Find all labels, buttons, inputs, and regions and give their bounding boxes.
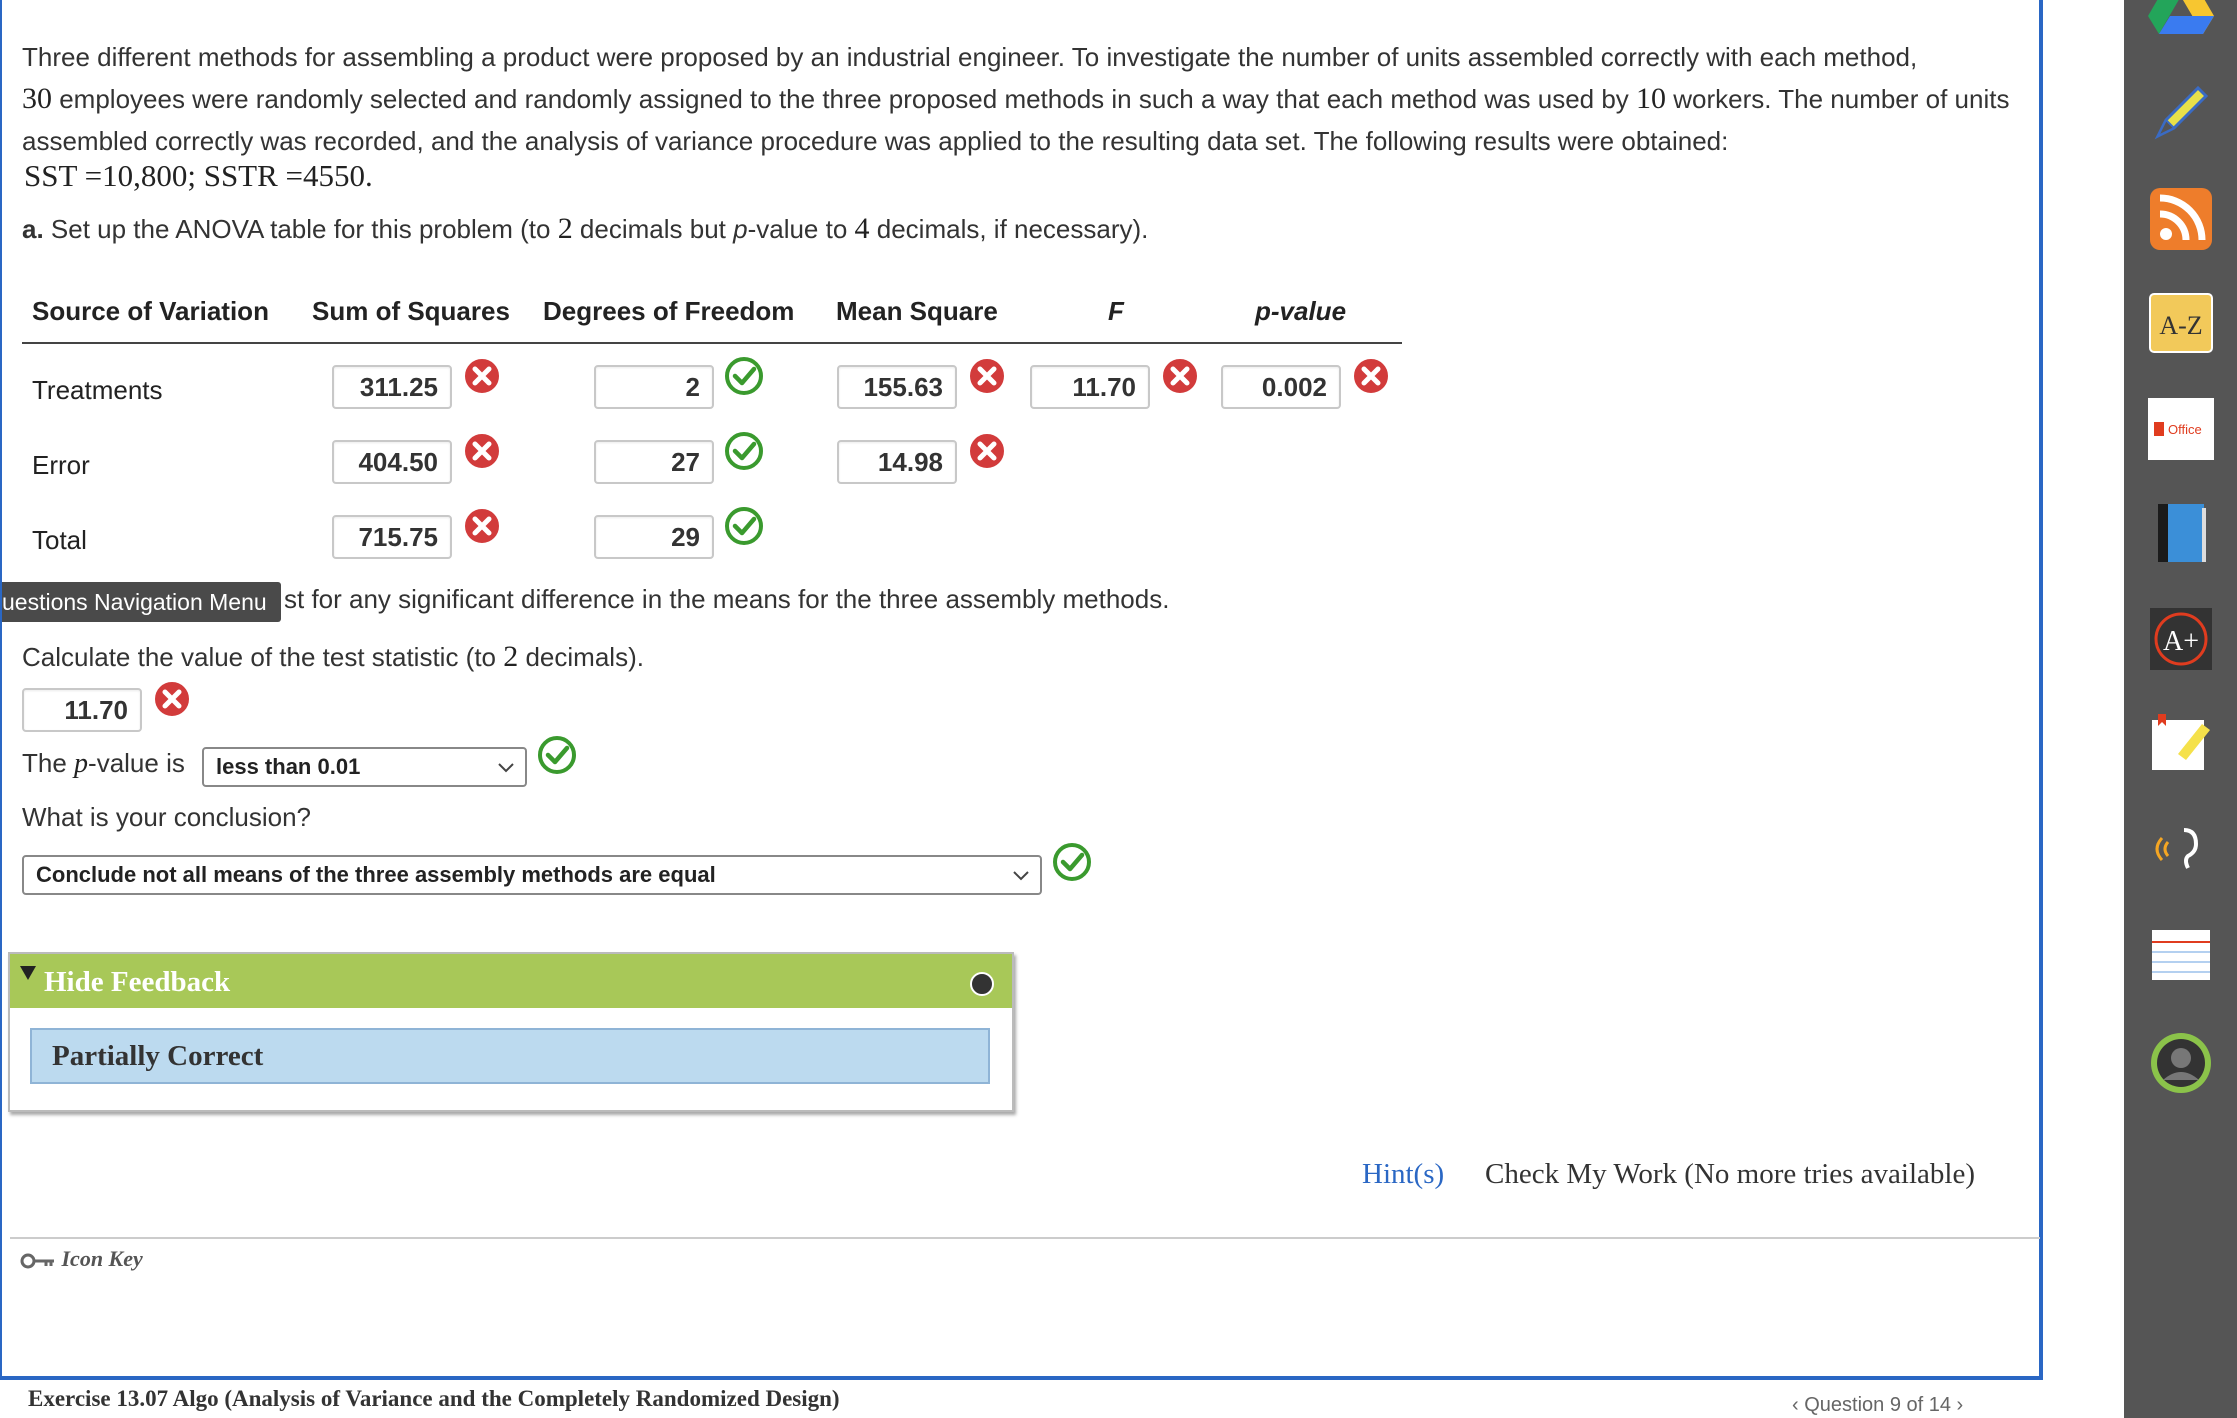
header-source: Source of Variation [32,296,269,326]
avatar-icon[interactable] [2148,1030,2214,1096]
ms-treatments-input[interactable]: 155.63 [837,365,957,409]
part-b-instruction: st for any significant difference in the means for the three assembly methods. [284,584,1170,614]
part-a-text-1: Set up the ANOVA table for this problem (to [43,214,558,244]
office-label: Office [2168,422,2202,437]
incorrect-icon [967,431,1007,471]
correct-icon [537,735,577,775]
header-ms: Mean Square [836,296,998,326]
question-intro-3: workers. The number of units assembled correctly was recorded, and the analysis of variance procedure was applied to the resulting data set. The following results were obtained: [22,84,2010,156]
a-plus-label: A+ [2162,626,2200,657]
part-a-text-2: decimals but [572,214,734,244]
header-df: Degrees of Freedom [543,296,795,326]
worker-count: 10 [1636,82,1667,115]
correct-icon [724,356,764,396]
header-f: F [1108,296,1124,326]
table-divider [22,342,1402,344]
df-total-input[interactable]: 29 [594,515,714,559]
part-a-p: p [733,214,748,244]
test-stat-input[interactable]: 11.70 [22,688,142,732]
highlighter-icon[interactable] [2148,710,2214,776]
ss-treatments-input[interactable]: 311.25 [332,365,452,409]
rss-icon[interactable] [2148,186,2214,252]
calc-decimals: 2 [503,640,519,673]
key-icon [20,1251,56,1271]
exercise-title: Exercise 13.07 Algo (Analysis of Variance and the Completely Randomized Design) [28,1386,840,1411]
employee-count: 30 [22,82,52,115]
feedback-body [30,1028,990,1084]
notecard-icon[interactable] [2148,922,2214,988]
check-my-work-button[interactable]: Check My Work (No more tries available) [1485,1158,1975,1190]
header-pvalue: p-value [1255,296,1347,326]
pvalue-p: p [74,748,89,779]
incorrect-icon [152,679,192,719]
pvalue-selected: less than 0.01 [216,754,361,779]
questions-navigation-tooltip: uestions Navigation Menu [2,582,281,622]
correct-icon [1052,842,1092,882]
f-input[interactable]: 11.70 [1030,365,1150,409]
part-a-text-3: -value to [747,214,855,244]
correct-icon [724,431,764,471]
feedback-header[interactable] [10,954,1012,1008]
row-label-error: Error [32,450,90,480]
a-z-icon[interactable] [2148,290,2214,356]
question-text [22,36,2032,162]
df-error-input[interactable]: 27 [594,440,714,484]
row-label-total: Total [32,525,87,555]
google-drive-icon[interactable] [2148,0,2214,44]
chevron-down-icon [495,756,517,778]
conclusion-prompt: What is your conclusion? [22,802,312,832]
part-a-decimals: 2 [557,212,573,245]
chevron-down-icon [1010,864,1032,886]
edit-icon[interactable] [970,972,994,996]
a-plus-icon[interactable] [2148,606,2214,672]
part-a-instruction [22,212,1148,246]
audio-icon[interactable] [2148,816,2214,882]
correct-icon [724,506,764,546]
conclusion-selected: Conclude not all means of the three assembly methods are equal [36,862,716,887]
conclusion-select[interactable] [22,855,1042,895]
icon-key-label: Icon Key [61,1246,143,1271]
pencil-icon[interactable] [2148,80,2214,146]
df-treatments-input[interactable]: 2 [594,365,714,409]
office-icon[interactable] [2148,396,2214,462]
incorrect-icon [1351,356,1391,396]
feedback-panel [8,952,1014,1112]
header-ss: Sum of Squares [312,296,510,326]
calc-text-2: decimals). [518,642,644,672]
row-label-treatments: Treatments [32,375,163,405]
divider [10,1237,2040,1239]
incorrect-icon [967,356,1007,396]
part-a-text-4: decimals, if necessary). [869,214,1149,244]
hide-feedback-toggle[interactable]: Hide Feedback [44,966,231,998]
ms-error-input[interactable]: 14.98 [837,440,957,484]
icon-key[interactable] [20,1246,143,1272]
incorrect-icon [462,506,502,546]
az-label: A-Z [2159,311,2203,340]
incorrect-icon [1160,356,1200,396]
pvalue-input[interactable]: 0.002 [1221,365,1341,409]
collapse-triangle-icon [20,966,36,980]
calc-text-1: Calculate the value of the test statistic (to [22,642,504,672]
question-intro-2: employees were randomly selected and randomly assigned to the three proposed methods in such a way that each method was used by [52,84,1637,114]
incorrect-icon [462,356,502,396]
ss-total-input[interactable]: 715.75 [332,515,452,559]
hints-link[interactable]: Hint(s) [1362,1158,1445,1190]
pvalue-prefix: The [22,748,75,778]
part-a-label: a. [22,214,44,244]
incorrect-icon [462,431,502,471]
part-a-pdecimals: 4 [854,212,870,245]
feedback-status: Partially Correct [52,1040,264,1072]
question-nav[interactable]: ‹ Question 9 of 14 › [1792,1394,1964,1416]
test-stat-prompt [22,640,644,674]
tools-sidebar [2124,0,2237,1418]
ss-error-input[interactable]: 404.50 [332,440,452,484]
pvalue-select[interactable] [202,747,527,787]
given-values: SST =10,800; SSTR =4550. [24,158,373,193]
pvalue-prompt [22,748,185,780]
pvalue-suffix: -value is [88,748,185,778]
question-intro-1: Three different methods for assembling a product were proposed by an industrial engineer. To investigate the number of units assembled correctly with each method, [22,42,1918,72]
book-icon[interactable] [2148,500,2214,566]
